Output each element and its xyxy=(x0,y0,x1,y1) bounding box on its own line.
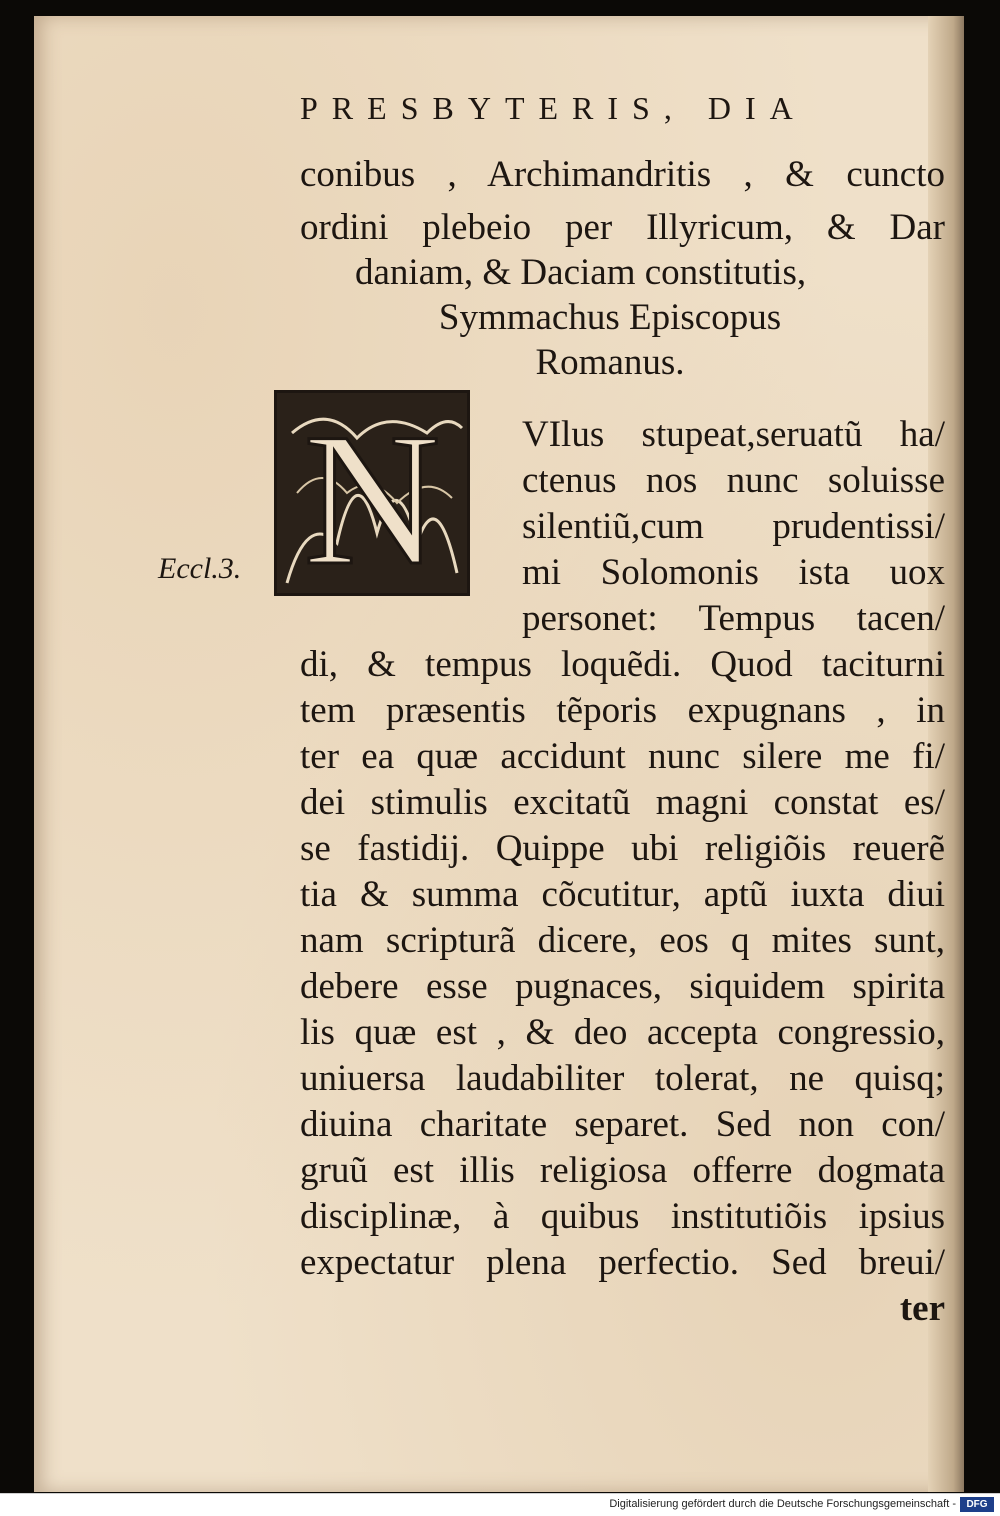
body-line: expectatur plena perfectio. Sed breui/ xyxy=(300,1242,945,1283)
address-line: Symmachus Episcopus xyxy=(438,297,782,338)
body-line: tia & summa cõcutitur, aptũ iuxta diui xyxy=(300,874,945,915)
body-line: se fastidij. Quippe ubi religiõis reuerẽ xyxy=(300,828,945,869)
body-line: disciplinæ, à quibus institutiõis ipsius xyxy=(300,1196,945,1237)
footer-credit: Digitalisierung gefördert durch die Deutsche Forschungsgemeinschaft - xyxy=(609,1498,956,1510)
body-line: uniuersa laudabiliter tolerat, ne quisq; xyxy=(300,1058,945,1099)
body-line: VIlus stupeat,seruatũ ha/ xyxy=(522,414,945,455)
address-line: Romanus. xyxy=(535,342,685,383)
decorated-initial-icon xyxy=(277,393,467,593)
body-line: silentiũ,cum prudentissi/ xyxy=(522,506,945,547)
digitization-footer xyxy=(0,1493,1000,1516)
body-line: gruũ est illis religiosa offerre dogmata xyxy=(300,1150,945,1191)
body-line: tem præsentis tẽporis expugnans , in xyxy=(300,690,945,731)
body-line: debere esse pugnaces, siquidem spirita xyxy=(300,966,945,1007)
body-line: ter ea quæ accidunt nunc silere me fi/ xyxy=(300,736,945,777)
address-line: ordini plebeio per Illyricum, & Dar xyxy=(300,207,945,248)
drop-cap-illustration xyxy=(274,390,470,596)
body-line: diuina charitate separet. Sed non con/ xyxy=(300,1104,945,1145)
margin-note: Eccl.3. xyxy=(158,552,242,585)
body-line: di, & tempus loquẽdi. Quod taciturni xyxy=(300,644,945,685)
dfg-logo-icon: DFG xyxy=(960,1497,994,1512)
body-line: personet: Tempus tacen/ xyxy=(522,598,945,639)
body-line: mi Solomonis ista uox xyxy=(522,552,945,593)
drop-cap-letter: N xyxy=(303,395,441,593)
address-line: daniam, & Daciam constitutis, xyxy=(355,252,807,293)
body-line: dei stimulis excitatũ magni constat es/ xyxy=(300,782,945,823)
running-header: PRESBYTERIS, DIA xyxy=(300,90,807,126)
body-line: nam scripturã dicere, eos q mites sunt, xyxy=(300,920,945,961)
catchword: ter xyxy=(899,1288,945,1329)
body-line: lis quæ est , & deo accepta congressio, xyxy=(300,1012,945,1053)
body-line: ctenus nos nunc soluisse xyxy=(522,460,945,501)
address-line: conibus , Archimandritis , & cuncto xyxy=(300,154,945,195)
